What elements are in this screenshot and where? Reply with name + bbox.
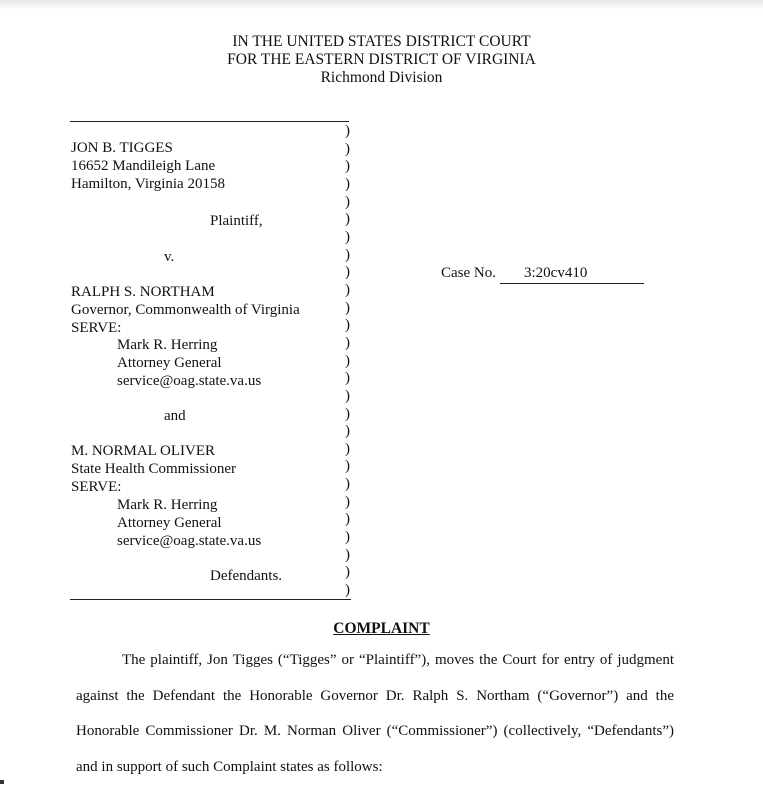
paragraph-line: against the Defendant the Honorable Governor Dr. Ralph S. Northam (“Governor”) and the [76,687,674,704]
plaintiff-address-line-2: Hamilton, Virginia 20158 [71,176,225,192]
defendant-1-name: RALPH S. NORTHAM [71,284,215,300]
paragraph-line: The plaintiff, Jon Tigges (“Tigges” or “Plaintiff”), moves the Court for entry of judgment [122,652,674,668]
caption-parenthesis-column: ) ) ) ) ) ) ) ) ) ) ) ) ) ) ) ) ) ) ) ) ) ) ) ) ) ) ) [345,123,350,599]
defendant-2-name: M. NORMAL OLIVER [71,443,216,459]
defendant-2-title: State Health Commissioner [71,461,236,477]
paragraph-line: Honorable Commissioner Dr. M. Norman Oliver (“Commissioner”) (collectively, “Defendants”) [76,723,674,739]
defendant-2-serve-name: Mark R. Herring [117,497,218,513]
plaintiff-role: Plaintiff, [210,213,263,229]
plaintiff-name: JON B. TIGGES [71,140,173,156]
page-top-shadow [0,0,763,10]
paragraph-line: and in support of such Complaint states as follows: [76,758,383,775]
plaintiff-address-line-1: 16652 Mandileigh Lane [71,158,216,174]
caption-top-rule [70,121,349,122]
defendants-role: Defendants. [210,568,283,584]
case-number-label: Case No. [441,265,496,281]
versus-label: v. [164,249,175,265]
caption-bottom-rule [70,599,351,600]
court-heading-division: Richmond Division [320,69,443,86]
defendant-2-block [71,442,236,496]
plaintiff-block [71,139,225,193]
scan-edge-mark [0,780,4,784]
defendant-2-serve-block [117,496,261,550]
defendant-1-serve-name: Mark R. Herring [117,337,218,353]
defendant-1-block [71,283,300,337]
defendant-1-title: Governor, Commonwealth of Virginia [71,302,300,318]
and-label: and [164,408,186,424]
court-heading-line-1: IN THE UNITED STATES DISTRICT COURT [232,33,531,50]
complaint-title: COMPLAINT [333,620,430,637]
court-heading-line-2: FOR THE EASTERN DISTRICT OF VIRGINIA [227,51,536,68]
case-number-line [441,264,644,284]
defendant-2-serve-email: service@oag.state.va.us [117,533,262,549]
defendant-1-serve-block [117,336,261,390]
defendant-2-serve-title: Attorney General [117,515,222,531]
complaint-intro-paragraph [76,643,674,785]
defendant-1-serve-title: Attorney General [117,355,222,371]
defendant-1-serve-email: service@oag.state.va.us [117,373,262,389]
defendant-1-serve-label: SERVE: [71,320,122,336]
case-number-value: 3:20cv410 [500,264,644,284]
defendant-2-serve-label: SERVE: [71,479,122,495]
court-heading [0,33,763,87]
